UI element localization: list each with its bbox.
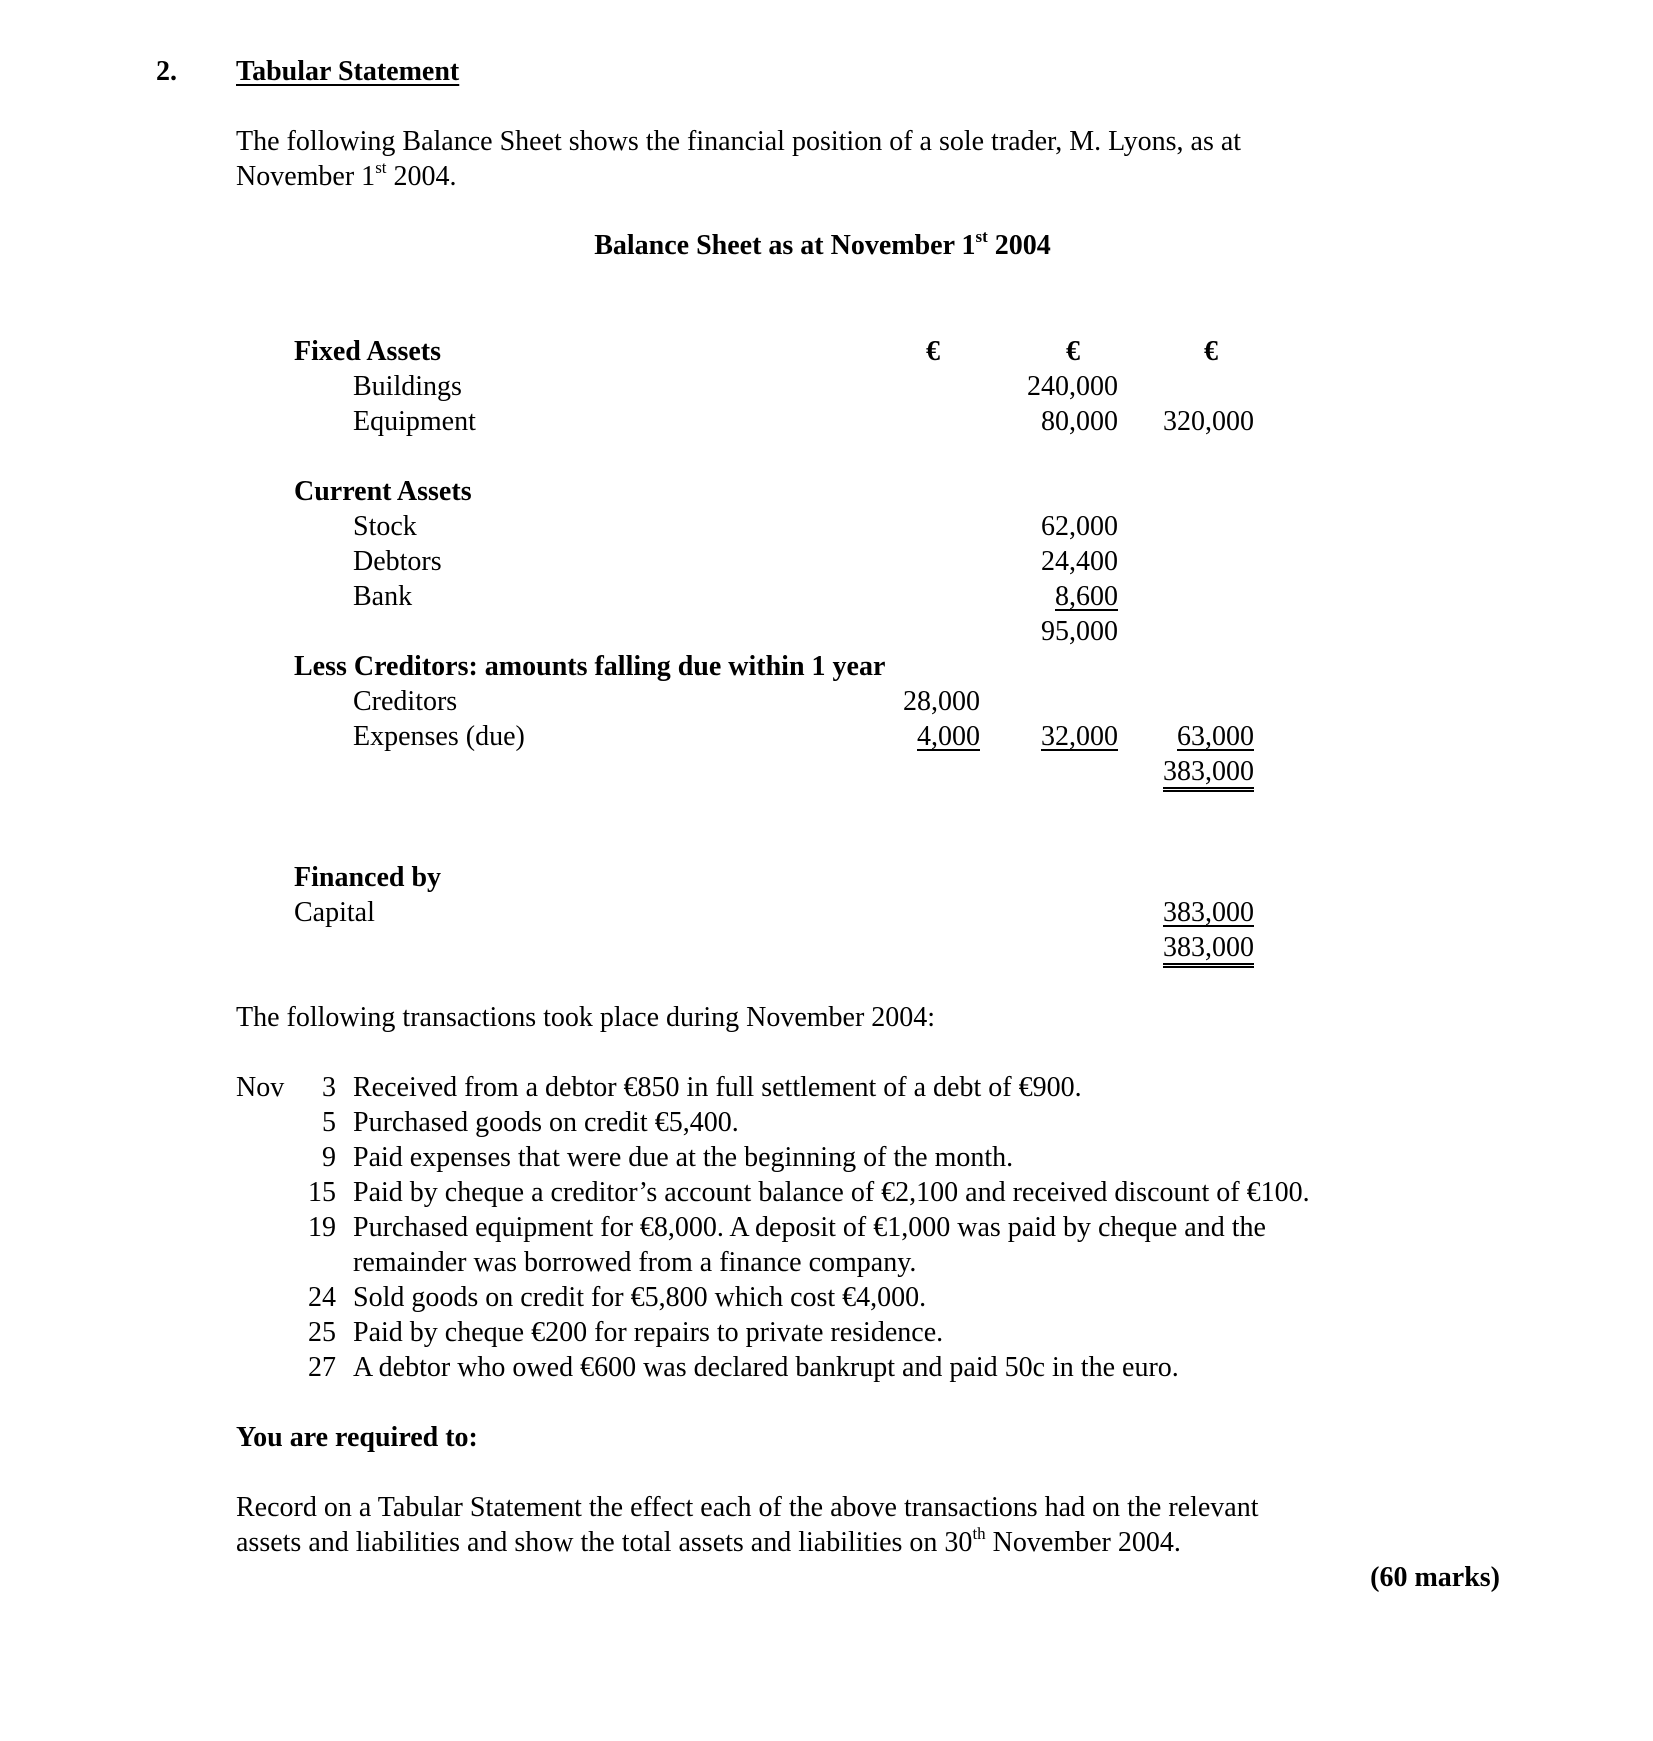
transaction-day: 24 [308,1282,336,1313]
transaction-text: Paid by cheque a creditor’s account balance of €2,100 and received discount of €100. [353,1177,1310,1208]
equipment-amount: 80,000 [1041,406,1118,437]
transaction-text: Paid expenses that were due at the beginning of the month. [353,1142,1014,1173]
transaction-day: 5 [322,1107,336,1138]
requirement-line-1: Record on a Tabular Statement the effect each of the above transactions had on the relevant [236,1492,1259,1523]
debtors-amount: 24,400 [1041,546,1118,577]
transaction-day: 27 [308,1352,336,1383]
transactions-month: Nov [236,1072,285,1103]
transaction-day: 25 [308,1317,336,1348]
creditors-label: Creditors [353,686,458,717]
fixed-assets-heading: Fixed Assets [294,336,441,367]
transaction-text-continued: remainder was borrowed from a finance company. [353,1247,917,1278]
stock-amount: 62,000 [1041,511,1118,542]
transaction-day: 9 [322,1142,336,1173]
transaction-text: Purchased goods on credit €5,400. [353,1107,739,1138]
equipment-label: Equipment [353,406,476,437]
transaction-text: A debtor who owed €600 was declared bankrupt and paid 50c in the euro. [353,1352,1179,1383]
bank-label: Bank [353,581,413,612]
question-title: Tabular Statement [236,56,460,87]
buildings-label: Buildings [353,371,462,402]
transaction-day: 19 [308,1212,336,1243]
financed-by-total: 383,000 [1120,934,1254,962]
currency-header-col2: € [1066,336,1080,367]
expenses-due-amount: 4,000 [917,721,980,752]
creditors-heading: Less Creditors: amounts falling due within 1 year [294,651,886,682]
requirement-line-2: assets and liabilities and show the total assets and liabilities on 30th November 2004. [236,1524,1181,1558]
requirement-heading: You are required to: [236,1422,478,1453]
transaction-text: Sold goods on credit for €5,800 which cost €4,000. [353,1282,927,1313]
financed-by-heading: Financed by [294,862,442,893]
currency-header-col3: € [1204,336,1218,367]
transactions-intro: The following transactions took place during November 2004: [236,1002,936,1033]
currency-header-col1: € [926,336,940,367]
creditors-total: 32,000 [1041,721,1118,752]
debtors-label: Debtors [353,546,442,577]
working-capital-amount: 63,000 [1177,721,1254,752]
buildings-amount: 240,000 [1027,371,1118,402]
fixed-assets-total: 320,000 [1163,406,1254,437]
creditors-amount: 28,000 [903,686,980,717]
current-assets-heading: Current Assets [294,476,472,507]
marks-label: (60 marks) [1370,1562,1500,1593]
intro-line-2: November 1st 2004. [236,158,457,192]
capital-amount: 383,000 [1163,897,1254,928]
balance-sheet-title: Balance Sheet as at November 1st 2004 [594,227,1051,261]
stock-label: Stock [353,511,417,542]
transaction-text: Purchased equipment for €8,000. A deposit of €1,000 was paid by cheque and the [353,1212,1266,1243]
capital-label: Capital [294,897,375,928]
question-number: 2. [156,56,177,87]
current-assets-total: 95,000 [1041,616,1118,647]
intro-line-1: The following Balance Sheet shows the financial position of a sole trader, M. Lyons, as at [236,126,1242,157]
transaction-day: 3 [322,1072,336,1103]
net-assets-total: 383,000 [1120,758,1254,786]
expenses-due-label: Expenses (due) [353,721,525,752]
transaction-text: Paid by cheque €200 for repairs to private residence. [353,1317,944,1348]
transaction-text: Received from a debtor €850 in full settlement of a debt of €900. [353,1072,1082,1103]
bank-amount: 8,600 [1055,581,1118,612]
transaction-day: 15 [308,1177,336,1208]
